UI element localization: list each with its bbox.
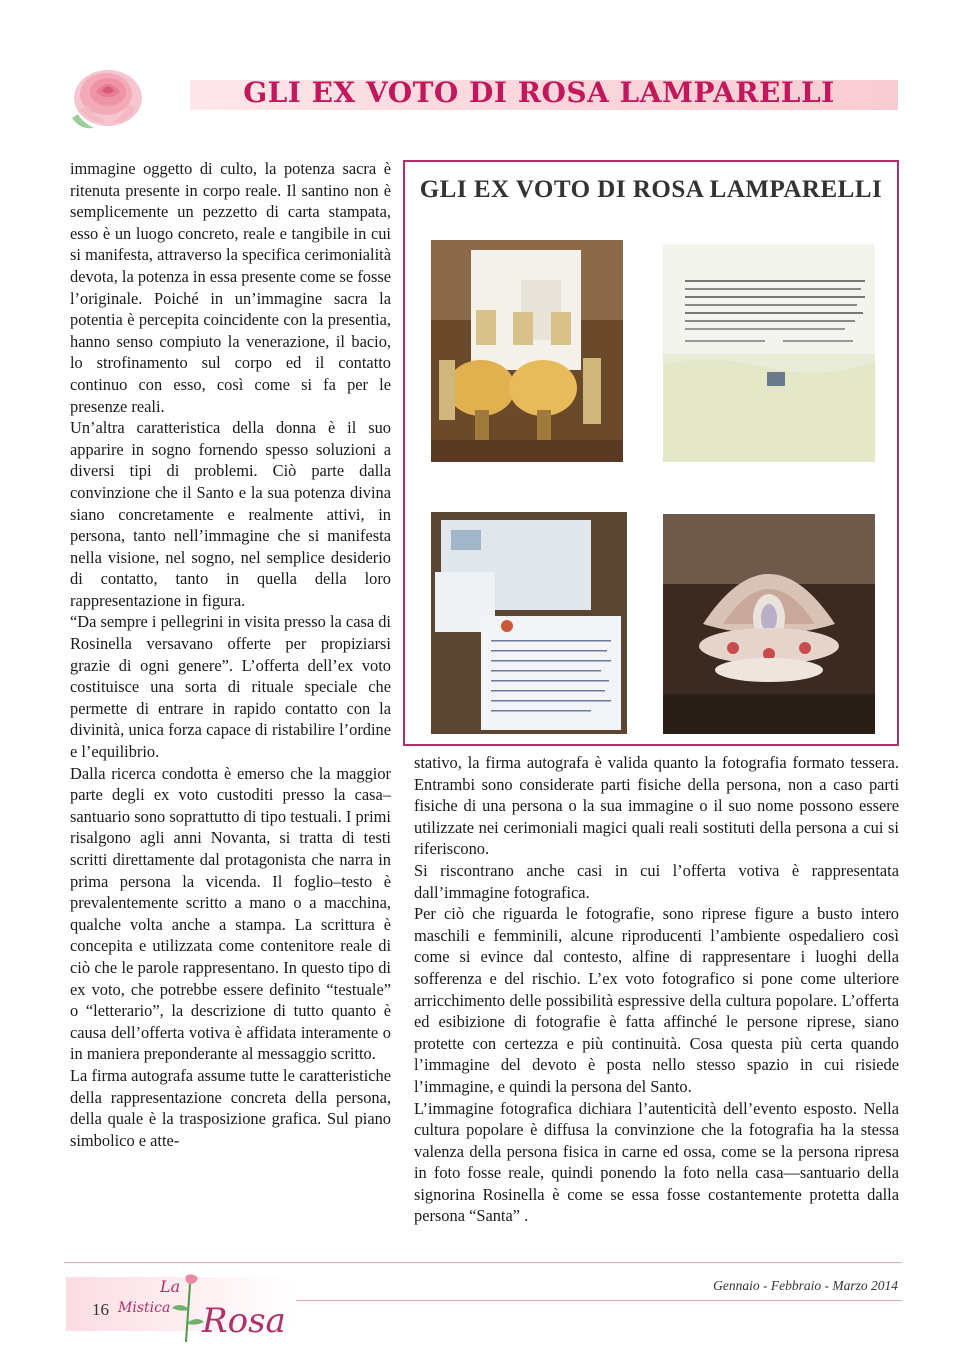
footer-divider (64, 1262, 902, 1263)
issue-date: Gennaio - Febbraio - Marzo 2014 (713, 1278, 898, 1293)
paragraph: Un’altra caratteristica della donna è il suo apparire in sogno fornendo spesso soluzioni a diversi tipi di problemi. Ciò parte dalla convinzione che il Santo e la sua potenza divina siano concretamente e realmente attivi, in persona, tanto nell’immagine che si manifesta nella visione, nel sogno, nel semplice desiderio di contatto, tanto in quella della loro rappresentazione in figura. (70, 418, 391, 610)
brand-rosa: Rosa (202, 1301, 286, 1341)
paragraph: Per ciò che riguarda le fotografie, sono riprese figure a busto intero maschili e femminili, alcune riproducenti l’ambiente ospedaliero così come si evince dal contesto, alfine di rappresentare i luoghi della sofferenza e del rischio. L’ex voto fotografico si pone come ulteriore arricchimento delle possibilità espressive della cultura popolare. L’offerta ed esibizione di fotografie è fatta affinché le persone riprese, siano protette con certezza e più continuità. Cosa questa più certa quando l’immagine del devoto è posta nello stesso spazio in cui risiede l’immagine, e quindi la persona del Santo. (414, 904, 899, 1096)
paragraph: Dalla ricerca condotta è emerso che la maggior parte degli ex voto custoditi presso la casa–santuario sono soprattutto di tipo testuali. I primi risalgono agli anni Novanta, si tratta di testi scritti direttamente dal protagonista che narra in prima persona la vicenda. Il foglio–testo è prevalentemente scritto a mano o a macchina, qualche volta anche a stampa. La scrittura è concepita e utilizzata come contenitore reale di ciò che le parole rappresentano. In questo tipo di ex voto, che potrebbe essere definito “testuale” o “letterario”, la descrizione di tutto quanto è causa dell’offerta votiva è affidata interamente o in maniera preponderante al messaggio scritto. (70, 763, 391, 1064)
paragraph: “Da sempre i pellegrini in visita presso la casa di Rosinella versavano offerte per propiziarsi grazie di ogni genere”. L’offerta dell’ex voto costituisce una sorta di rituale speciale che permette di entrare in rapido contatto con la divinità, unica forza capace di ristabilire l’ordine e l’equilibrio. (70, 612, 391, 762)
paragraph: stativo, la firma autografa è valida quanto la fotografia formato tessera. Entrambi sono considerate parti fisiche della persona, non a caso parti fisiche di una persona o la sua immagine o il suo nome possono essere utilizzate nei cerimoniali magici quali reali sostituti della persona a cui si riferiscono. (414, 753, 899, 859)
right-column (414, 752, 899, 1227)
shell-statuette-photo (663, 514, 875, 734)
paragraph: L’immagine fotografica dichiara l’autenticità dell’evento esposto. Nella cultura popolare è diffusa la convinzione che la fotografia ha la stessa valenza della persona fisica in carne ed ossa, come se la persona ripresa in foto fosse reale, quindi ponendo la foto nella casa—santuario della signorina Rosinella è come se essa fosse costantemente protetta dalla persona “Santa” . (414, 1098, 899, 1226)
ex-voto-figure (403, 160, 899, 746)
brand-mistica: Mistica (118, 1300, 171, 1316)
figure-title: GLI EX VOTO DI ROSA LAMPARELLI (419, 176, 883, 203)
page-title: GLI EX VOTO DI ROSA LAMPARELLI (243, 76, 835, 109)
handwritten-letters-photo (431, 512, 627, 734)
letter-on-cloth-photo (663, 244, 875, 462)
rose-icon (66, 58, 150, 132)
paragraph: immagine oggetto di culto, la potenza sacra è ritenuta presente in corpo reale. Il santino non è semplicemente un pezzetto di carta stampata, esso è un luogo concreto, reale e tangibile in cui si manifesta, attraverso la specifica cerimonialità devota, la potenza in essa presente come se fosse l’originale. Poiché in un’immagine sacra la potentia è percepita coincidente con la presentia, hanno senso compiuto la venerazione, il bacio, lo strofinamento sul corpo ed il contatto continuo con esso, così come si fa per le presenze reali. (70, 159, 391, 416)
brand-la: La (160, 1277, 181, 1296)
footer-rule (296, 1300, 902, 1301)
left-column (70, 158, 391, 1151)
paragraph: Si riscontrano anche casi in cui l’offerta votiva è rappresentata dall’immagine fotografica. (414, 860, 899, 902)
paragraph: La firma autografa assume tutte le caratteristiche della rappresentazione concreta della persona, della quale è la trasposizione grafica. Sul piano simbolico e atte- (70, 1065, 391, 1150)
page-number: 16 (92, 1300, 109, 1319)
la-mistica-rosa-logo (112, 1272, 292, 1344)
miniature-furniture-photo (431, 240, 623, 462)
